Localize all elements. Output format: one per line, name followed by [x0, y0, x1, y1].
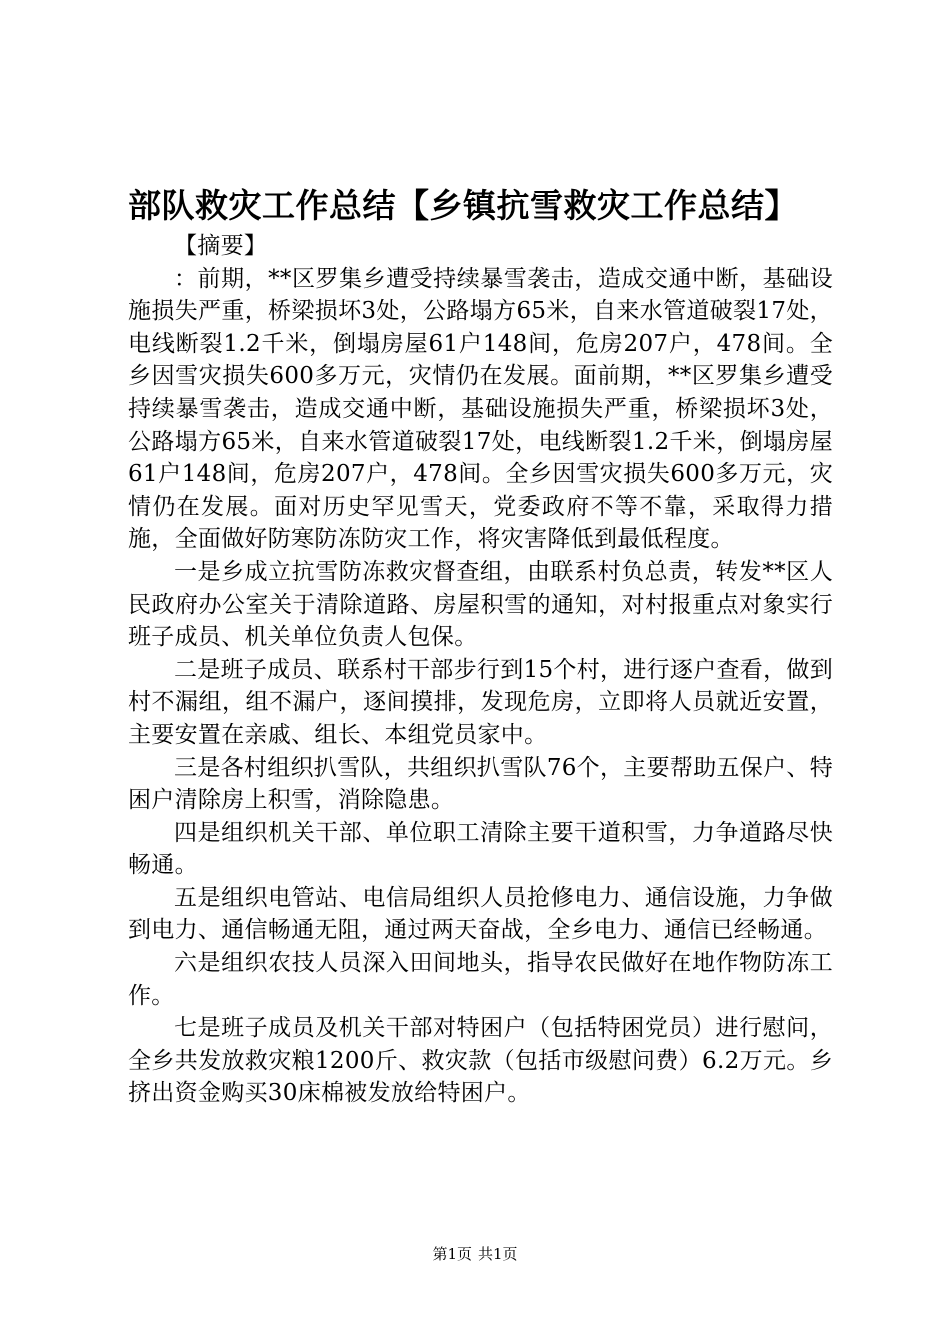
page-footer: [0, 1243, 950, 1265]
document-body: [128, 230, 833, 1110]
paragraph-item-4: 四是组织机关干部、单位职工清除主要干道积雪，力争道路尽快畅通。: [128, 819, 833, 879]
paragraph-item-3: 三是各村组织扒雪队，共组织扒雪队76个，主要帮助五保户、特困户清除房上积雪，消除隐患。: [128, 754, 833, 814]
page-total: 共1页: [478, 1245, 518, 1263]
paragraph-item-2: 二是班子成员、联系村干部步行到15个村，进行逐户查看，做到村不漏组，组不漏户，逐间摸排，发现危房，立即将人员就近安置，主要安置在亲戚、组长、本组党员家中。: [128, 656, 833, 748]
paragraph-item-7: 七是班子成员及机关干部对特困户（包括特困党员）进行慰问，全乡共发放救灾粮1200斤、救灾款（包括市级慰问费）6.2万元。乡挤出资金购买30床棉被发放给特困户。: [128, 1015, 833, 1107]
paragraph-item-6: 六是组织农技人员深入田间地头，指导农民做好在地作物防冻工作。: [128, 950, 833, 1009]
abstract-heading: 【摘要】: [174, 233, 268, 259]
page-number: 第1页: [432, 1245, 472, 1263]
document-title: 部队救灾工作总结【乡镇抗雪救灾工作总结】: [128, 186, 798, 225]
paragraph-intro: ：前期，**区罗集乡遭受持续暴雪袭击，造成交通中断，基础设施损失严重，桥梁损坏3处，公路塌方65米，自来水管道破裂17处，电线断裂1.2千米，倒塌房屋61户148间，危房207户，478间。全乡因雪灾损失600多万元，灾情仍在发展。面前期，**区罗集乡遭受持续暴雪袭击，造成交通中断，基础设施损失严重，桥梁损坏3处，公路塌方65米，自来水管道破裂17处，电线断裂1.2千米，倒塌房屋61户148间，危房207户，478间。全乡因雪灾损失600多万元，灾情仍在发展。面对历史罕见雪天，党委政府不等不靠，采取得力措施，全面做好防寒防冻防灾工作，将灾害降低到最低程度。: [128, 265, 833, 553]
paragraph-item-1: 一是乡成立抗雪防冻救灾督查组，由联系村负总责，转发**区人民政府办公室关于清除道路、房屋积雪的通知，对村报重点对象实行班子成员、机关单位负责人包保。: [128, 558, 833, 651]
paragraph-item-5: 五是组织电管站、电信局组织人员抢修电力、通信设施，力争做到电力、通信畅通无阻，通过两天奋战，全乡电力、通信已经畅通。: [128, 884, 833, 944]
